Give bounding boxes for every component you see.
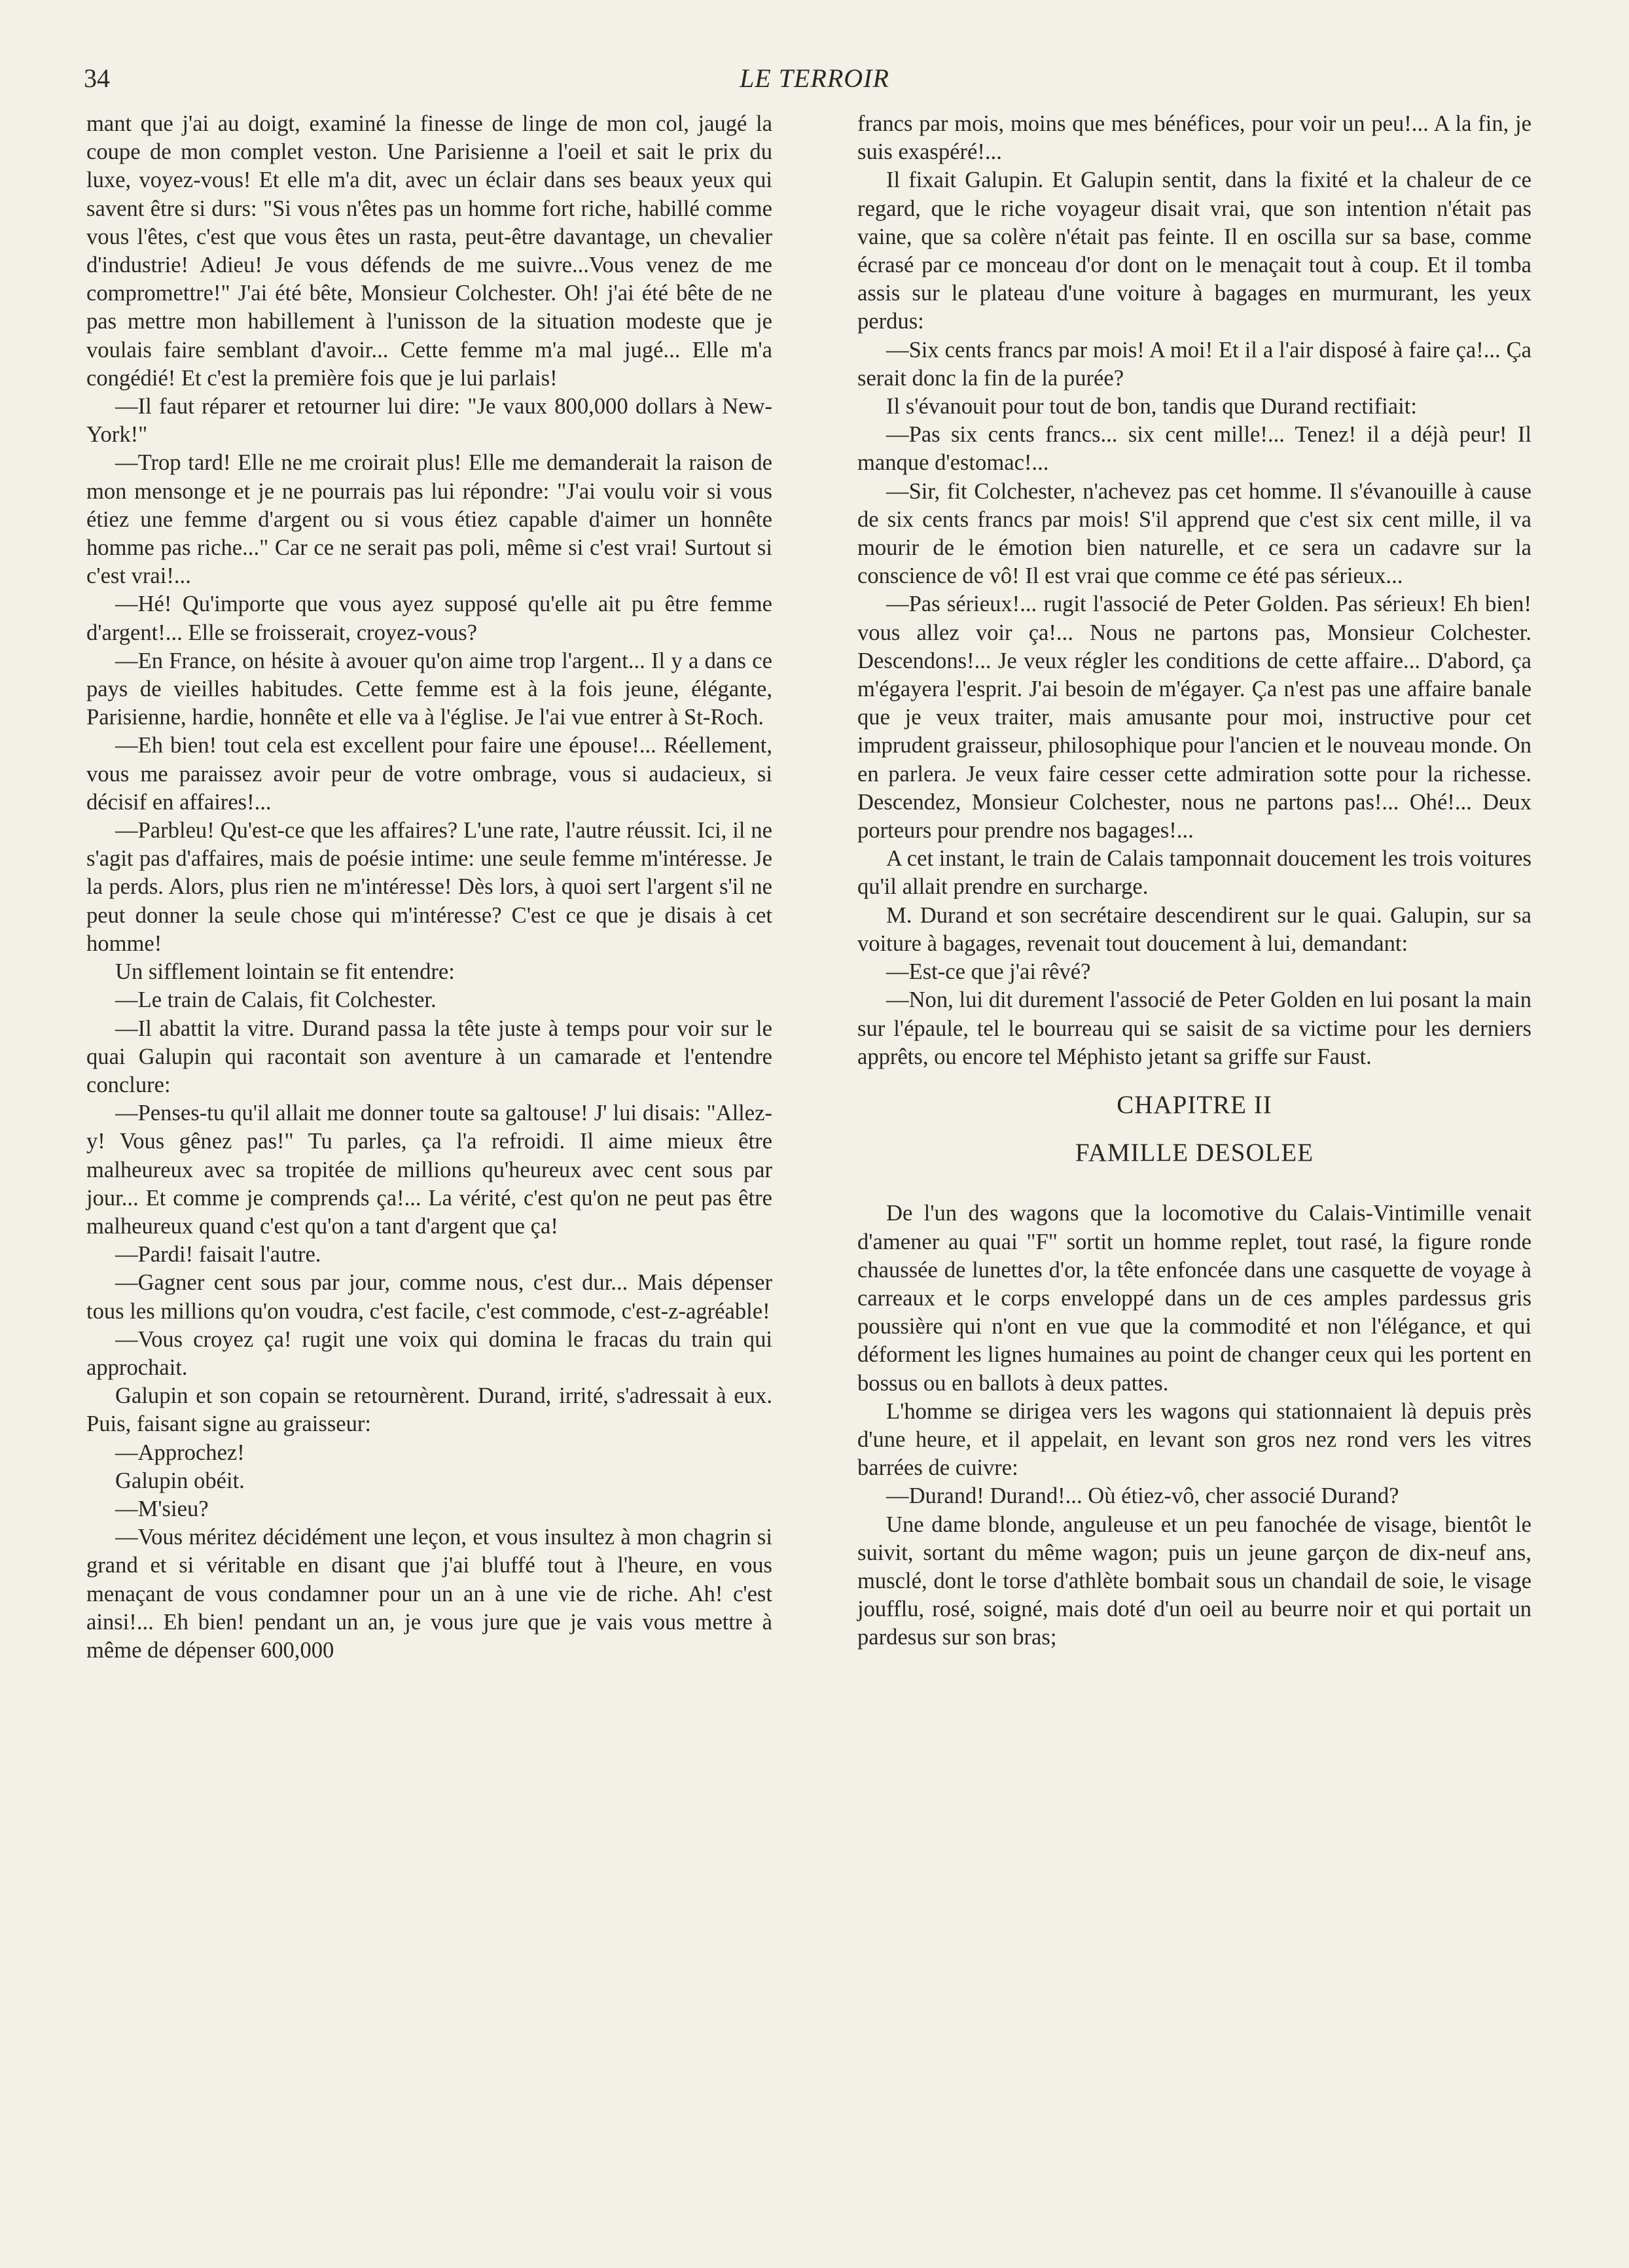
paragraph: Un sifflement lointain se fit entendre: xyxy=(115,959,455,985)
paragraph: —Est-ce que j'ai rêvé? xyxy=(886,959,1091,985)
paragraph: —Sir, fit Colchester, n'achevez pas cet homme. Il s'évanouille à cause de six cents francs par mois! S'il apprend que c'est six cent mille, il va mourir de le émotion bien naturelle, et ce sera un cadavre sur la conscience de vô! Il est vrai que comme ce été pas sérieux... xyxy=(857,478,1531,589)
paragraph: mant que j'ai au doigt, examiné la finesse de linge de mon col, jaugé la coupe de mon complet veston. Une Parisienne a l'oeil et sait le prix du luxe, voyez-vous! Et elle m'a dit, avec un éclair dans ses beaux yeux qui savent être si durs: "Si vous n'êtes pas un homme fort riche, habillé comme vous l'êtes, c'est que vous êtes un rasta, peut-être davantage, un chevalier d'industrie! Adieu! Je vous défends de me suivre...Vous venez de me compromettre!" J'ai été bête, Monsieur Colchester. Oh! j'ai été bête de ne pas mettre mon habillement à l'unisson de la situation modeste que je voulais faire semblant d'avoir... Cette femme m'a mal jugé... Elle m'a congédié! Et c'est la première fois que je lui parlais! xyxy=(86,111,772,391)
paragraph: —Trop tard! Elle ne me croirait plus! Elle me demanderait la raison de mon mensonge et je ne pourrais pas lui répondre: "J'ai voulu voir si vous étiez une femme d'argent ou si vous étiez capable d'aimer un honnête homme pas riche..." Car ce ne serait pas poli, même si c'est vrai! Surtout si c'est vrai!... xyxy=(86,450,772,589)
paragraph: Galupin et son copain se retournèrent. Durand, irrité, s'adressait à eux. Puis, faisant signe au graisseur: xyxy=(86,1383,772,1437)
chapter-number: CHAPITRE II xyxy=(1117,1090,1272,1119)
paragraph: francs par mois, moins que mes bénéfices, pour voir un peu!... A la fin, je suis exaspéré!... xyxy=(857,111,1531,165)
page-header xyxy=(0,63,1629,102)
paragraph: —Le train de Calais, fit Colchester. xyxy=(115,987,437,1013)
paragraph: —Vous croyez ça! rugit une voix qui domina le fracas du train qui approchait. xyxy=(86,1326,772,1380)
paragraph: —Penses-tu qu'il allait me donner toute sa galtouse! J' lui disais: "Allez-y! Vous gênez pas!" Tu parles, ça l'a refroidi. Il aime mieux être malheureux avec sa tropitée de millions qu'heureux avec cent sous par jour... Et comme je comprends ça!... La vérité, c'est qu'on ne peut pas être malheureux quand c'est qu'on a tant d'argent que ça! xyxy=(86,1101,772,1239)
paragraph: M. Durand et son secrétaire descendirent sur le quai. Galupin, sur sa voiture à bagages, revenait tout doucement à lui, demandant: xyxy=(857,902,1531,956)
paragraph: Il s'évanouit pour tout de bon, tandis que Durand rectifiait: xyxy=(886,394,1417,419)
paragraph: —Hé! Qu'importe que vous ayez supposé qu'elle ait pu être femme d'argent!... Elle se froisserait, croyez-vous? xyxy=(86,592,772,645)
paragraph: —Gagner cent sous par jour, comme nous, c'est dur... Mais dépenser tous les millions qu'on voudra, c'est facile, c'est commode, c'est-z-agréable! xyxy=(86,1270,772,1324)
paragraph: —Non, lui dit durement l'associé de Peter Golden en lui posant la main sur l'épaule, tel le bourreau qui se saisit de sa victime pour les derniers apprêts, ou encore tel Méphisto jetant sa griffe sur Faust. xyxy=(857,987,1531,1069)
paragraph: —Eh bien! tout cela est excellent pour faire une épouse!... Réellement, vous me paraissez avoir peur de votre ombrage, vous si audacieux, si décisif en affaires!... xyxy=(86,733,772,815)
paragraph: —Pardi! faisait l'autre. xyxy=(115,1242,321,1267)
paragraph: —Six cents francs par mois! A moi! Et il a l'air disposé à faire ça!... Ça serait donc la fin de la purée? xyxy=(857,337,1531,391)
paragraph: L'homme se dirigea vers les wagons qui stationnaient là depuis près d'une heure, et il appelait, en levant son gros nez rond vers les vitres barrées de cuivre: xyxy=(857,1398,1531,1481)
paragraph: —Pas sérieux!... rugit l'associé de Peter Golden. Pas sérieux! Eh bien! vous allez voir ça!... Nous ne partons pas, Monsieur Colchester. Descendons!... Je veux régler les conditions de cette affaire... D'abord, ça m'égayera l'esprit. J'ai besoin de m'égayer. Ça n'est pas une affaire banale que je veux traiter, mais amusante pour moi, instructive pour cet imprudent graisseur, philosophique pour l'ancien et le nouveau monde. On en parlera. Je veux faire cesser cette admiration sotte pour la richesse. Descendez, Monsieur Colchester, nous ne partons pas!... Ohé!... Deux porteurs pour prendre nos bagages!... xyxy=(857,592,1531,843)
paragraph: Galupin obéit. xyxy=(115,1468,245,1493)
paragraph: —Pas six cents francs... six cent mille!... Tenez! il a déjà peur! Il manque d'estomac!... xyxy=(857,422,1531,476)
paragraph: —En France, on hésite à avouer qu'on aime trop l'argent... Il y a dans ce pays de vieilles habitudes. Cette femme est à la fois jeune, élégante, Parisienne, hardie, honnête et elle va à l'église. Je l'ai vue entrer à St-Roch. xyxy=(86,648,772,730)
paragraph: —Approchez! xyxy=(115,1440,245,1465)
chapter-title: FAMILLE DESOLEE xyxy=(1075,1139,1314,1167)
running-head: LE TERROIR xyxy=(740,63,889,93)
paragraph: —M'sieu? xyxy=(115,1496,209,1521)
paragraph: —Parbleu! Qu'est-ce que les affaires? L'une rate, l'autre réussit. Ici, il ne s'agit pas d'affaires, mais de poésie intime: une seule femme m'intéresse. Je la perds. Alors, plus rien ne m'intéresse! Dès lors, à quoi sert l'argent s'il ne peut donner la seule chose qui m'intéresse? C'est ce que je disais à cet homme! xyxy=(86,818,772,956)
paragraph: Il fixait Galupin. Et Galupin sentit, dans la fixité et la chaleur de ce regard, que le riche voyageur disait vrai, que son intention n'était pas vaine, que sa colère n'était pas feinte. Il en oscilla sur sa base, comme écrasé par ce monceau d'or dont on le menaçait tout à coup. Et il tomba assis sur le plateau d'une voiture à bagages en murmurant, les yeux perdus: xyxy=(857,168,1531,334)
paragraph: —Il faut réparer et retourner lui dire: "Je vaux 800,000 dollars à New-York!" xyxy=(86,394,772,448)
paragraph: —Il abattit la vitre. Durand passa la tête juste à temps pour voir sur le quai Galupin qui racontait son aventure à un camarade et l'entendre conclure: xyxy=(86,1016,772,1097)
paragraph: —Vous méritez décidément une leçon, et vous insultez à mon chagrin si grand et si véritable en disant que j'ai bluffé tout à l'heure, en vous menaçant de vous condamner pour un an à une vie de riche. Ah! c'est ainsi!... Eh bien! pendant un an, je vous jure que je vais vous mettre à même de dépenser 600,000 xyxy=(86,1525,772,1663)
page-number: 34 xyxy=(84,63,110,93)
left-column xyxy=(86,110,772,1665)
paragraph: A cet instant, le train de Calais tamponnait doucement les trois voitures qu'il allait prendre en surcharge. xyxy=(857,846,1531,900)
paragraph: —Durand! Durand!... Où étiez-vô, cher associé Durand? xyxy=(886,1483,1399,1509)
paragraph: Une dame blonde, anguleuse et un peu fanochée de visage, bientôt le suivit, sortant du même wagon; puis un jeune garçon de dix-neuf ans, musclé, dont le torse d'athlète bombait sous un chandail de soie, le visage joufflu, rosé, soigné, mais doté d'un oeil au beurre noir et qui portait un pardesus sur son bras; xyxy=(857,1512,1531,1650)
right-column xyxy=(857,110,1531,1652)
paragraph: De l'un des wagons que la locomotive du Calais-Vintimille venait d'amener au quai "F" sortit un homme replet, tout rasé, la figure ronde chaussée de lunettes d'or, la tête enfoncée dans une casquette de voyage à carreaux et le corps enveloppé dans un de ces amples pardessus gris poussière qui n'ont en vue que la commodité et non l'élégance, et qui déforment les lignes humaines au point de changer ceux qui les portent en bossus ou en ballots à deux pattes. xyxy=(857,1201,1531,1396)
